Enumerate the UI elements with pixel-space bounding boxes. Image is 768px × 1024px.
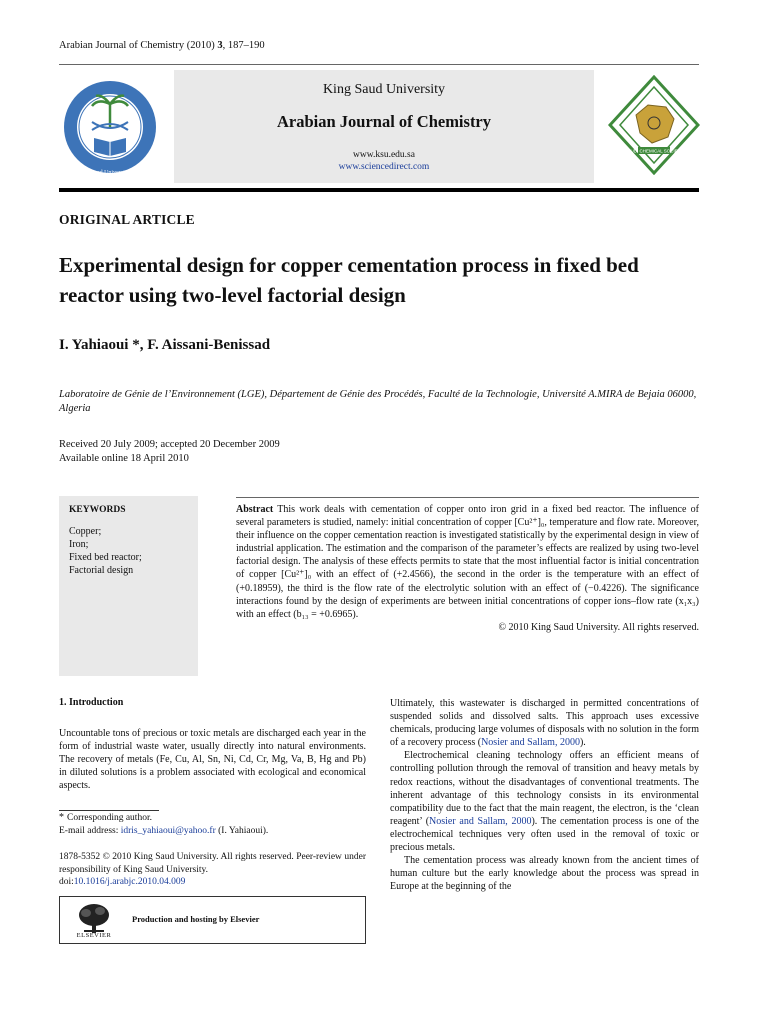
footnote-rule xyxy=(59,810,159,811)
introduction-heading: 1. Introduction xyxy=(59,697,124,708)
ksu-url-link[interactable]: www.ksu.edu.sa xyxy=(353,150,415,160)
corresponding-author-footnote: * Corresponding author. E-mail address: idris_yahiaoui@yahoo.fr (I. Yahiaoui). xyxy=(59,812,269,836)
footnote-star: * xyxy=(59,812,64,823)
sciencedirect-url-link[interactable]: www.sciencedirect.com xyxy=(338,162,430,172)
received-date: Received 20 July 2009; accepted 20 December 2009 xyxy=(59,439,280,450)
right-paragraph-2: Electrochemical cleaning technology offers an efficient means of controlling pollution through the removal of transition and heavy metals by redox reactions, without the disadvantages of conventional treatments. The inherent advantage of this technology consists in its environmental compatibility due to the fact that the main reagent, the electron, is the ‘clean reagent’ (Nosier and Sallam, 2000). The cementation process is one of the electrochemical techniques very often used in the removal of toxic or precious metals. xyxy=(390,750,699,854)
right-paragraph-1: Ultimately, this wastewater is discharged in permitted concentrations of suspended solids and dissolved salts. This approach uses excessive chemicals, producing large volumes of disposals with no solution in the form of a recovery process (Nosier and Sallam, 2000). xyxy=(390,698,699,749)
article-dates xyxy=(59,438,459,466)
reference-link[interactable]: Nosier and Sallam, 2000 xyxy=(429,815,532,827)
top-rule xyxy=(59,64,699,65)
keyword-item: Copper; xyxy=(69,526,102,537)
abstract xyxy=(236,503,699,634)
abstract-rule xyxy=(236,497,699,498)
hosting-text: Production and hosting by Elsevier xyxy=(132,914,260,924)
abstract-copyright: © 2010 King Saud University. All rights reserved. xyxy=(498,621,699,633)
doi-link[interactable]: 10.1016/j.arabjc.2010.04.009 xyxy=(73,877,186,887)
introduction-paragraph: Uncountable tons of precious or toxic metals are discharged each year in the form of industrial waste water, usually directly into natural environments. The recovery of metals (Fe, Cu, Al, Sn, Ni, Cd, Cr, Mg, Va, B, Hg and Pb) in diluted solutions is a problem associated with ecological and economical aspects. xyxy=(59,728,366,792)
keywords-heading: KEYWORDS xyxy=(69,505,126,515)
keywords-box xyxy=(59,496,198,676)
abstract-text: This work deals with cementation of copper onto iron grid in a fixed bed reactor. The influence of several parameters is studied, namely: initial concentration of copper [Cu²⁺]₀, temperature and flow rate. Moreover, their influence on the copper cementation reaction is investigated statistically by the experimental design in view of industrial application. The estimation and the comparison of the parameter’s effects are realized by using two-level factorial design. The analysis of these effects permits to state that the most influential factor is initial concentration of copper [Cu²⁺]₀ with an effect of (+2.4566), the second in the order is the temperature with an effect of (+0.18959), the third is the flow rate of the electrolytic solution with an effect of (−0.4226). The significance interactions found by the design of experiments are between initial concentrations of copper ions–flow rate (x₁x₃) with an effect (b₁₃ = +0.6965). xyxy=(236,504,699,620)
left-column xyxy=(59,697,366,792)
author-affiliation: Laboratoire de Génie de l’Environnement (LGE), Département de Génie des Procédés, Faculté de la Technologie, Université A.MIRA de Bejaia 06000, Algeria xyxy=(59,389,697,414)
issn-copyright: 1878-5352 © 2010 King Saud University. All rights reserved. Peer-review under responsibility of King Saud University. doi:10.1016/j.arabjc.2010.04.009 xyxy=(59,852,366,887)
author-email-link[interactable]: idris_yahiaoui@yahoo.fr xyxy=(120,825,216,836)
right-column xyxy=(390,697,699,893)
abstract-label: Abstract xyxy=(236,504,274,515)
article-type: ORIGINAL ARTICLE xyxy=(59,212,195,227)
right-paragraph-3: The cementation process was already known from the ancient times of human culture but the early knowledge about the process was spread in Europe at the beginning of the xyxy=(390,855,699,893)
article-title: Experimental design for copper cementation process in fixed bed reactor using two-level factorial design xyxy=(59,253,639,307)
scs-logo-text: SAUDI CHEMICAL SOCIETY xyxy=(624,148,684,154)
header-thick-rule xyxy=(59,188,699,192)
reference-link[interactable]: Nosier and Sallam, 2000 xyxy=(481,737,580,749)
saudi-chemical-society-logo xyxy=(608,75,700,175)
journal-header-band xyxy=(174,70,594,183)
keyword-item: Iron; xyxy=(69,539,89,550)
keywords-list xyxy=(69,525,188,577)
online-date: Available online 18 April 2010 xyxy=(59,453,189,464)
elsevier-box xyxy=(59,896,366,944)
king-saud-university-logo xyxy=(60,72,160,182)
keyword-item: Factorial design xyxy=(69,565,134,576)
journal-citation: Arabian Journal of Chemistry (2010) 3, 187–190 xyxy=(59,40,265,51)
university-name: King Saud University xyxy=(322,82,446,97)
ksu-seal-text: King Saud University 1957 xyxy=(77,170,143,176)
elsevier-label: ELSEVIER xyxy=(76,932,112,939)
article-authors: I. Yahiaoui *, F. Aissani-Benissad xyxy=(59,337,271,353)
journal-name: Arabian Journal of Chemistry xyxy=(276,112,492,131)
keyword-item: Fixed bed reactor; xyxy=(69,552,142,563)
